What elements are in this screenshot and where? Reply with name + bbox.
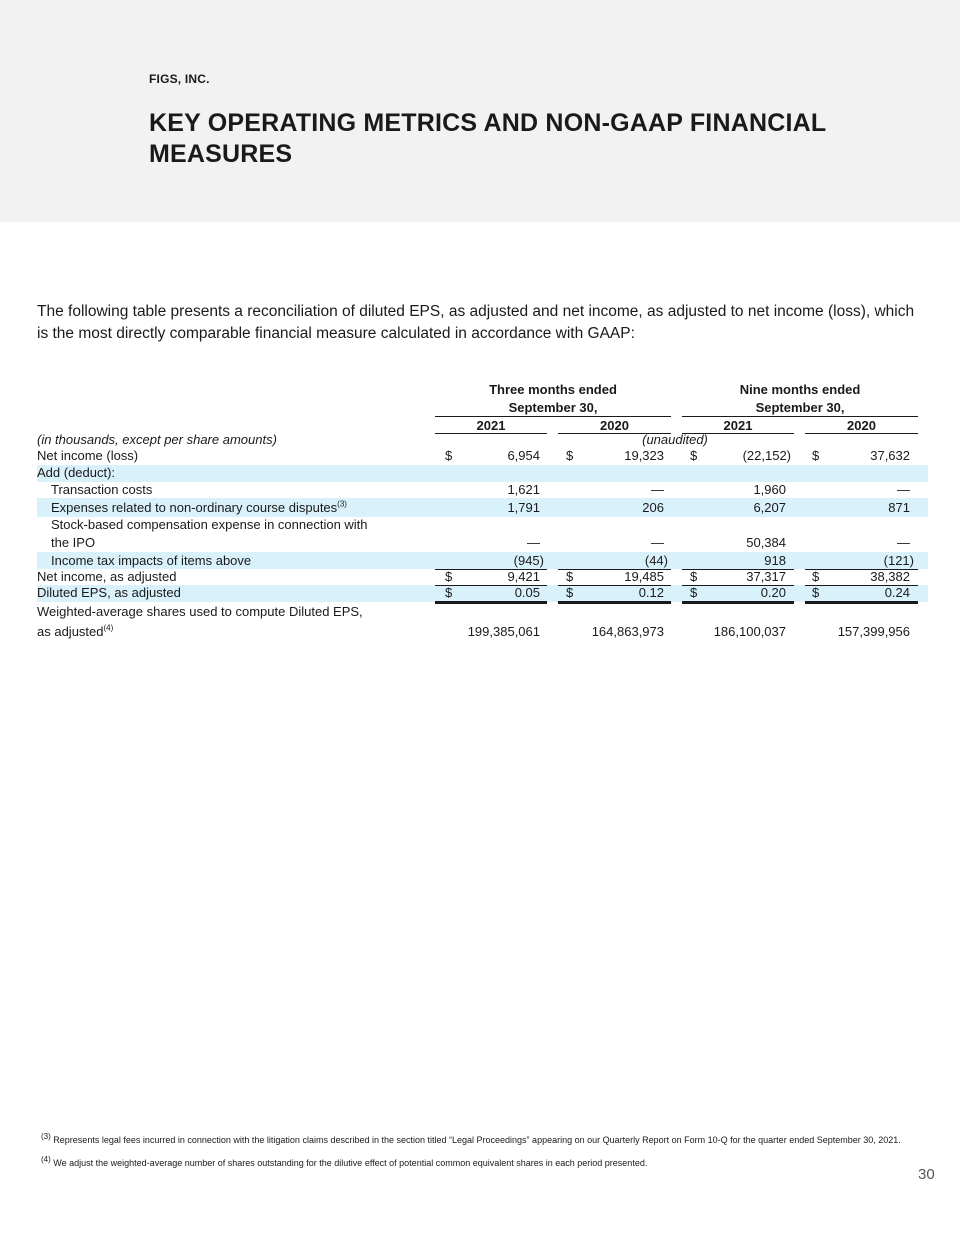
footnote-ref: (4) — [103, 623, 114, 633]
value-cell: (44) — [644, 553, 668, 568]
value-cell: — — [897, 535, 910, 550]
value-cell: (945) — [513, 553, 544, 568]
row-label-income-tax: Income tax impacts of items above — [51, 553, 252, 568]
row-label-stock-comp-line1: Stock-based compensation expense in connection with — [51, 517, 368, 532]
value-cell: 0.05 — [514, 585, 540, 600]
currency-symbol: $ — [566, 585, 574, 600]
year-header: 2020 — [847, 418, 876, 433]
currency-symbol: $ — [445, 585, 453, 600]
intro-paragraph: The following table presents a reconciliation of diluted EPS, as adjusted and net income, as adjusted to net income (loss), which is the most directly comparable financial measure calculated in accordance with GAAP: — [37, 303, 915, 342]
value-cell: — — [897, 482, 910, 497]
row-label-expenses-disputes: Expenses related to non-ordinary course disputes$^{(3)}$ — [51, 499, 347, 515]
currency-symbol: $ — [690, 448, 698, 463]
value-cell: — — [527, 535, 540, 550]
double-rule — [682, 601, 794, 604]
page-title: KEY OPERATING METRICS AND NON-GAAP FINANCIAL MEASURES — [149, 109, 826, 168]
row-label-add-deduct: Add (deduct): — [37, 465, 116, 480]
row-label-diluted-eps: Diluted EPS, as adjusted — [37, 585, 181, 600]
footnote-3: $^{(3)}$ Represents legal fees incurred in connection with the litigation claims described in the section titled “Legal Proceedings” appearing on our Quarterly Report on Form 10-Q for the quarter ended September 30, 2021. — [41, 1132, 901, 1145]
currency-symbol: $ — [812, 448, 820, 463]
value-cell: 0.20 — [760, 585, 786, 600]
row-shade — [37, 465, 928, 482]
value-cell: 871 — [888, 500, 910, 515]
row-label-net-income-loss: Net income (loss) — [37, 448, 139, 463]
year-header: 2020 — [600, 418, 629, 433]
value-cell: 0.24 — [884, 585, 910, 600]
currency-symbol: $ — [812, 569, 820, 584]
currency-symbol: $ — [566, 448, 574, 463]
row-label-stock-comp-line2: the IPO — [51, 535, 96, 550]
value-cell: 206 — [642, 500, 664, 515]
value-cell: 38,382 — [870, 569, 910, 584]
header-rule — [682, 416, 918, 417]
row-label-weighted-shares-line1: Weighted-average shares used to compute Diluted EPS, — [37, 604, 363, 619]
value-cell: — — [651, 482, 664, 497]
row-label-net-income-adjusted: Net income, as adjusted — [37, 569, 177, 584]
currency-symbol: $ — [445, 448, 453, 463]
year-header: 2021 — [723, 418, 753, 433]
value-cell: 6,954 — [507, 448, 540, 463]
currency-symbol: $ — [445, 569, 453, 584]
value-cell: (22,152) — [742, 448, 791, 463]
value-cell: 1,621 — [507, 482, 540, 497]
group-header-three-months: Three months ended — [489, 382, 617, 397]
footnote-4: $^{(4)}$ We adjust the weighted-average number of shares outstanding for the dilutive effect of potential common equivalent shares in each period presented. — [41, 1155, 648, 1168]
value-cell: — — [651, 535, 664, 550]
page-number: 30 — [918, 1166, 935, 1183]
row-label-transaction-costs: Transaction costs — [51, 482, 153, 497]
value-cell: 0.12 — [638, 585, 664, 600]
value-cell: 19,485 — [624, 569, 664, 584]
value-cell: 1,960 — [753, 482, 786, 497]
row-label-weighted-shares-line2: as adjusted$^{(4)}$ — [37, 623, 114, 639]
group-header-nine-months-date: September 30, — [755, 400, 845, 415]
double-rule — [435, 601, 547, 604]
currency-symbol: $ — [690, 569, 698, 584]
value-cell: 199,385,061 — [467, 624, 540, 639]
value-cell: 918 — [764, 553, 786, 568]
footnote-ref: (3) — [337, 499, 347, 509]
value-cell: 50,384 — [746, 535, 786, 550]
year-rule — [805, 433, 918, 434]
currency-symbol: $ — [566, 569, 574, 584]
currency-symbol: $ — [812, 585, 820, 600]
value-cell: 9,421 — [507, 569, 540, 584]
company-name: FIGS, INC. — [149, 72, 210, 86]
units-label: (in thousands, except per share amounts) — [37, 432, 277, 447]
value-cell: 164,863,973 — [591, 624, 664, 639]
value-cell: 19,323 — [624, 448, 664, 463]
group-header-three-months-date: September 30, — [508, 400, 598, 415]
value-cell: (121) — [883, 553, 914, 568]
group-header-nine-months: Nine months ended — [739, 382, 861, 397]
currency-symbol: $ — [690, 585, 698, 600]
value-cell: 37,317 — [746, 569, 786, 584]
header-rule — [435, 416, 671, 417]
value-cell: 37,632 — [870, 448, 910, 463]
value-cell: 186,100,037 — [713, 624, 786, 639]
year-rule — [435, 433, 547, 434]
value-cell: 6,207 — [753, 500, 786, 515]
year-header: 2021 — [476, 418, 506, 433]
unaudited-label: (unaudited) — [642, 432, 708, 447]
double-rule — [805, 601, 918, 604]
value-cell: 1,791 — [507, 500, 540, 515]
double-rule — [558, 601, 671, 604]
value-cell: 157,399,956 — [837, 624, 910, 639]
